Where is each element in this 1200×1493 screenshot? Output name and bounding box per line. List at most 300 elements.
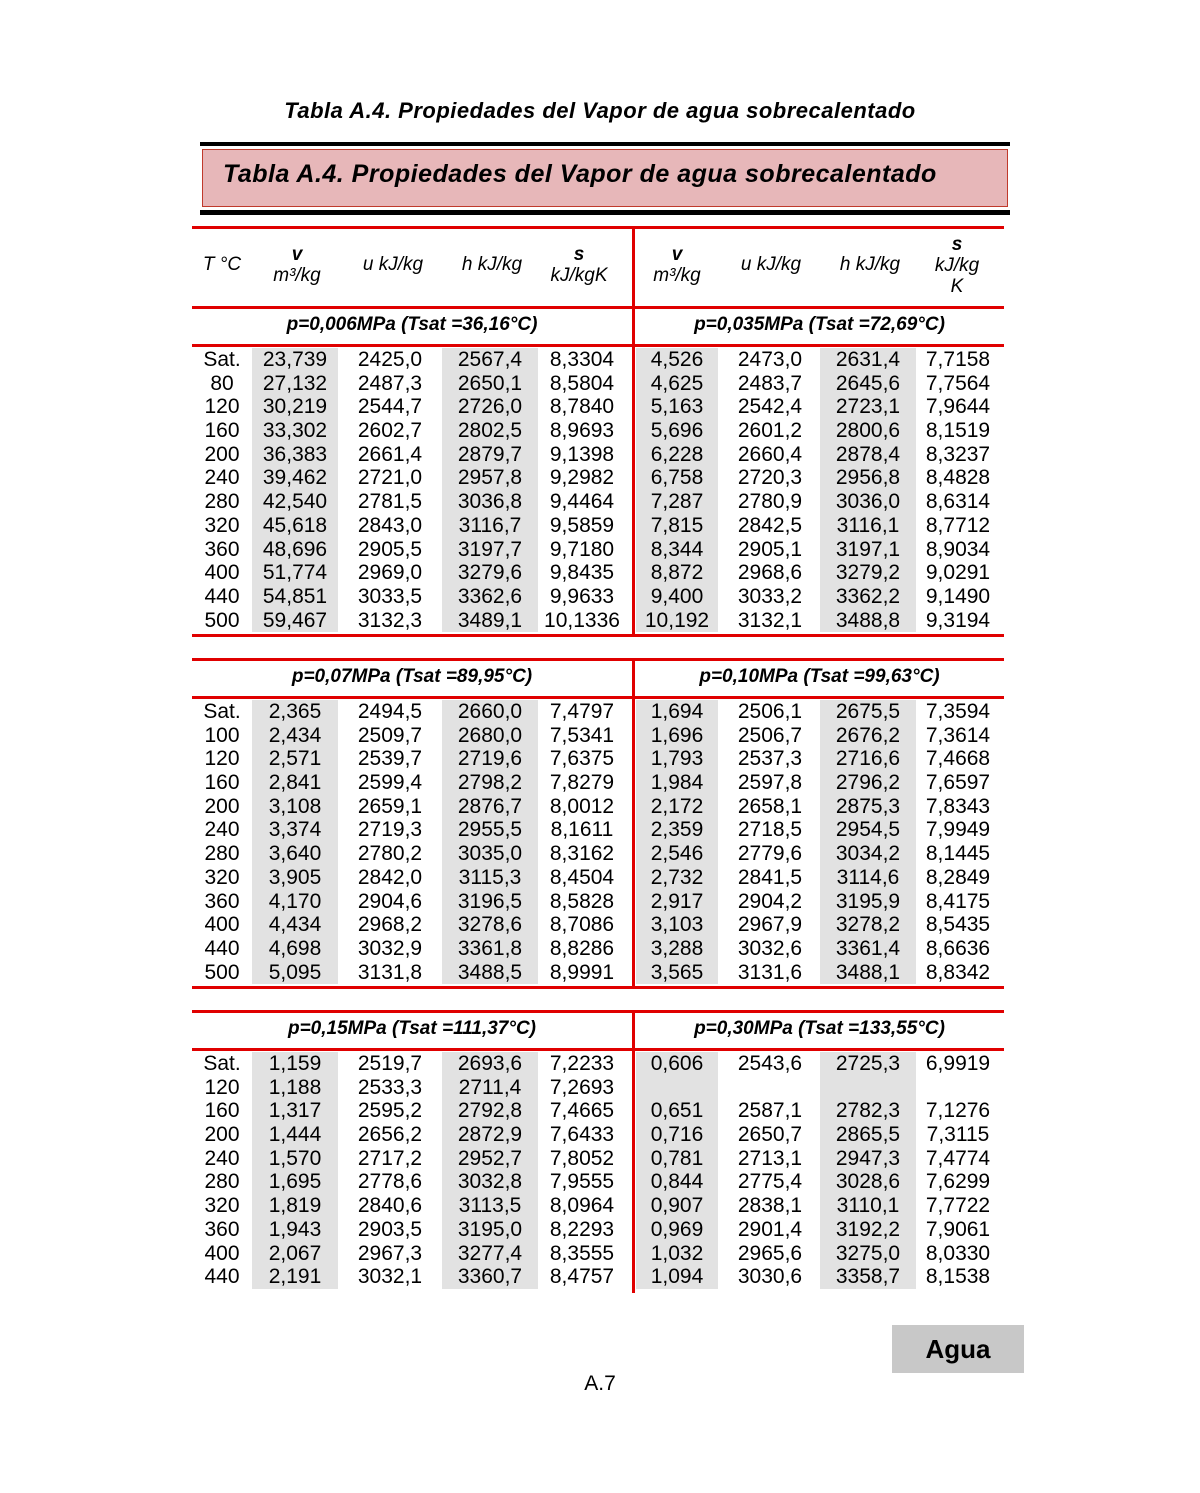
table-cell: 3275,0 — [835, 1241, 901, 1265]
table-cell: 2713,1 — [737, 1146, 803, 1170]
table-cell: 1,984 — [650, 771, 704, 795]
table-cell: 1,793 — [650, 747, 704, 771]
table-cell: 7,815 — [650, 513, 704, 537]
pressure-block-2 — [192, 658, 1004, 990]
table-cell: 2726,0 — [457, 395, 523, 419]
pressure-label-left: p=0,07MPa (Tsat =89,95°C) — [291, 666, 533, 687]
table-row — [192, 1194, 1004, 1218]
table-cell: 39,462 — [262, 466, 328, 490]
table-cell: 4,434 — [268, 913, 322, 937]
header-temperature: T °C — [202, 254, 242, 275]
table-cell: 2483,7 — [737, 371, 803, 395]
table-cell: 0,651 — [650, 1099, 704, 1123]
table-row — [192, 771, 1004, 795]
table-cell: 9,8435 — [549, 561, 615, 585]
table-cell: 3131,8 — [357, 960, 423, 984]
table-cell: 5,696 — [650, 419, 704, 443]
table-cell: 2656,2 — [357, 1123, 423, 1147]
table-cell: 2905,1 — [737, 537, 803, 561]
table-cell: 2,172 — [650, 794, 704, 818]
table-cell: 2650,7 — [737, 1123, 803, 1147]
table-cell: 2506,1 — [737, 700, 803, 723]
table-cell: 3361,8 — [457, 936, 523, 960]
table-cell: 3131,6 — [737, 960, 803, 984]
table-cell: 2875,3 — [835, 794, 901, 818]
table-cell: 2967,3 — [357, 1241, 423, 1265]
table-cell: 240 — [204, 818, 240, 842]
table-cell: 2965,6 — [737, 1241, 803, 1265]
table-cell: 2660,4 — [737, 442, 803, 466]
table-cell: 2539,7 — [357, 747, 423, 771]
table-cell: 1,032 — [650, 1241, 704, 1265]
table-cell: 3362,2 — [835, 584, 901, 608]
table-cell: 8,1445 — [925, 842, 991, 866]
pressure-label-right: p=0,035MPa (Tsat =72,69°C) — [694, 314, 945, 335]
table-cell: 8,1538 — [925, 1265, 991, 1289]
table-cell: 10,192 — [644, 608, 710, 632]
table-cell: 2533,3 — [357, 1075, 423, 1099]
table-cell: 2780,2 — [357, 842, 423, 866]
table-row — [192, 913, 1004, 937]
table-cell: 7,1276 — [925, 1099, 991, 1123]
table-cell: 7,3614 — [925, 723, 991, 747]
table-row — [192, 1242, 1004, 1266]
table-cell: 8,4757 — [549, 1265, 615, 1289]
table-cell: 2,917 — [650, 889, 704, 913]
table-cell: 3032,8 — [457, 1170, 523, 1194]
table-cell: 3034,2 — [835, 842, 901, 866]
table-cell: 2519,7 — [357, 1052, 423, 1075]
table-cell: 8,9693 — [549, 419, 615, 443]
table-cell: 3,640 — [268, 842, 322, 866]
table-cell: 3192,2 — [835, 1217, 901, 1241]
table-cell: 4,698 — [268, 936, 322, 960]
table-cell: 2778,6 — [357, 1170, 423, 1194]
table-cell: 2587,1 — [737, 1099, 803, 1123]
table-cell: 3358,7 — [835, 1265, 901, 1289]
table-cell: 360 — [204, 889, 240, 913]
table-row — [192, 818, 1004, 842]
table-cell: 160 — [204, 771, 240, 795]
header-u-right: u kJ/kg — [740, 254, 802, 275]
table-cell: 3035,0 — [457, 842, 523, 866]
table-cell: 1,943 — [268, 1217, 322, 1241]
table-cell: 3032,6 — [737, 936, 803, 960]
table-cell: 3033,2 — [737, 584, 803, 608]
block-mid-rule — [192, 1048, 1004, 1051]
table-cell: 3488,8 — [835, 608, 901, 632]
table-cell: 2876,7 — [457, 794, 523, 818]
table-row — [192, 1265, 1004, 1289]
pressure-label-right: p=0,10MPa (Tsat =99,63°C) — [699, 666, 940, 687]
table-cell: 2792,8 — [457, 1099, 523, 1123]
table-cell: 8,872 — [650, 561, 704, 585]
header-v-right: v m³/kg — [653, 244, 701, 286]
table-cell: 2802,5 — [457, 419, 523, 443]
table-cell: 2567,4 — [457, 348, 523, 371]
table-row — [192, 747, 1004, 771]
table-cell: Sat. — [203, 700, 241, 723]
table-cell: 3114,6 — [836, 865, 900, 889]
table-cell: 7,8343 — [925, 794, 991, 818]
table-row — [192, 443, 1004, 467]
table-row — [192, 842, 1004, 866]
table-cell: 7,6375 — [549, 747, 615, 771]
table-cell: 1,819 — [268, 1194, 322, 1218]
table-cell: 7,2693 — [549, 1075, 615, 1099]
table-cell: 2904,6 — [357, 889, 423, 913]
table-cell: 7,4774 — [925, 1146, 991, 1170]
table-cell: 2954,5 — [835, 818, 901, 842]
table-cell: 8,2293 — [549, 1217, 615, 1241]
table-cell: 9,400 — [650, 584, 704, 608]
table-cell: 3195,9 — [835, 889, 901, 913]
table-cell: 2650,1 — [457, 371, 523, 395]
table-row — [192, 514, 1004, 538]
table-cell: 8,9034 — [925, 537, 991, 561]
table-row — [192, 585, 1004, 609]
pressure-label-left: p=0,006MPa (Tsat =36,16°C) — [286, 314, 538, 335]
table-row — [192, 561, 1004, 585]
table-cell: 8,3304 — [549, 348, 615, 371]
table-row — [192, 372, 1004, 396]
page-title: Tabla A.4. Propiedades del Vapor de agua sobrecalentado — [284, 98, 916, 123]
table-cell: 1,695 — [268, 1170, 322, 1194]
table-row — [192, 1218, 1004, 1242]
header-top-rule — [192, 226, 1004, 229]
table-cell: 3132,3 — [357, 608, 423, 632]
table-cell: 1,696 — [650, 723, 704, 747]
table-cell: 3278,6 — [457, 913, 523, 937]
table-cell: 6,228 — [650, 442, 704, 466]
page-number: A.7 — [584, 1372, 616, 1395]
table-row — [192, 1123, 1004, 1147]
table-row — [192, 1170, 1004, 1194]
table-cell: 2865,5 — [835, 1123, 901, 1147]
table-cell: 3115,3 — [458, 865, 522, 889]
table-cell: 8,1519 — [925, 419, 991, 443]
table-cell: 23,739 — [262, 348, 328, 371]
table-cell: 3197,7 — [457, 537, 523, 561]
table-cell: 0,969 — [650, 1217, 704, 1241]
table-cell: 500 — [204, 960, 240, 984]
table-cell: 8,5804 — [549, 371, 615, 395]
table-cell: 400 — [204, 1241, 240, 1265]
table-cell: 7,5341 — [549, 723, 615, 747]
table-cell: 6,9919 — [925, 1052, 991, 1075]
pressure-label-left: p=0,15MPa (Tsat =111,37°C) — [287, 1018, 537, 1039]
table-cell: 2601,2 — [737, 419, 803, 443]
table-cell: 2494,5 — [357, 700, 423, 723]
table-cell: 2842,5 — [737, 513, 803, 537]
table-cell: 7,9061 — [925, 1217, 991, 1241]
table-cell: 240 — [204, 466, 240, 490]
table-cell: 3036,8 — [457, 490, 523, 514]
table-row — [192, 937, 1004, 961]
table-cell: 2969,0 — [357, 561, 423, 585]
table-cell: 200 — [204, 1123, 240, 1147]
table-cell: 2,732 — [650, 865, 704, 889]
table-cell: 8,344 — [650, 537, 704, 561]
table-cell: 7,7158 — [925, 348, 991, 371]
table-cell: 8,3162 — [549, 842, 615, 866]
table-cell: 3,108 — [268, 794, 322, 818]
table-cell: 2968,6 — [737, 561, 803, 585]
table-cell: 2878,4 — [835, 442, 901, 466]
table-cell: 7,6597 — [925, 771, 991, 795]
table-cell: 2901,4 — [737, 1217, 803, 1241]
table-cell: 2602,7 — [357, 419, 423, 443]
table-cell: 30,219 — [262, 395, 328, 419]
table-cell: 2711,4 — [458, 1075, 522, 1099]
table-row — [192, 1099, 1004, 1123]
table-cell: 440 — [204, 584, 240, 608]
table-cell: 2680,0 — [457, 723, 523, 747]
table-cell: 7,2233 — [549, 1052, 615, 1075]
table-cell: 8,8342 — [925, 960, 991, 984]
table-cell: 2595,2 — [357, 1099, 423, 1123]
table-cell: 7,8052 — [549, 1146, 615, 1170]
table-cell: 3277,4 — [457, 1241, 523, 1265]
table-cell: 2537,3 — [737, 747, 803, 771]
table-cell: 8,0330 — [925, 1241, 991, 1265]
table-cell: 3116,7 — [458, 513, 522, 537]
table-cell: 7,9949 — [925, 818, 991, 842]
table-cell: 3195,0 — [457, 1217, 523, 1241]
block-top-rule — [192, 658, 1004, 661]
table-cell: 2725,3 — [835, 1052, 901, 1075]
table-cell: 9,5859 — [549, 513, 615, 537]
table-cell: 3278,2 — [835, 913, 901, 937]
table-cell: 2,067 — [268, 1241, 322, 1265]
table-cell: 9,7180 — [549, 537, 615, 561]
table-cell: 2,365 — [268, 700, 322, 723]
table-cell: 3110,1 — [836, 1194, 900, 1218]
table-row — [192, 490, 1004, 514]
table-cell: 3030,6 — [737, 1265, 803, 1289]
table-cell: 320 — [204, 1194, 240, 1218]
table-cell: 42,540 — [262, 490, 328, 514]
table-cell: 2968,2 — [357, 913, 423, 937]
table-cell: 80 — [210, 371, 234, 395]
table-cell: 2675,5 — [835, 700, 901, 723]
table-cell: 1,159 — [268, 1052, 322, 1075]
header-v-left: v m³/kg — [273, 244, 321, 286]
table-cell: 200 — [204, 794, 240, 818]
column-header — [192, 226, 1004, 308]
banner-title: Tabla A.4. Propiedades del Vapor de agua sobrecalentado — [223, 160, 937, 188]
table-cell: 2779,6 — [737, 842, 803, 866]
table-cell: 3279,2 — [835, 561, 901, 585]
header-s-right: s kJ/kg K — [934, 234, 980, 297]
table-cell: 3,288 — [650, 936, 704, 960]
table-cell: 8,6314 — [925, 490, 991, 514]
table-row — [192, 419, 1004, 443]
table-cell: 4,625 — [650, 371, 704, 395]
table-cell: 3032,1 — [357, 1265, 423, 1289]
table-row — [192, 466, 1004, 490]
pressure-block-3 — [192, 1010, 1004, 1295]
table-row — [192, 609, 1004, 633]
table-cell: 7,6433 — [549, 1123, 615, 1147]
table-cell: 45,618 — [262, 513, 328, 537]
table-cell: 7,4665 — [549, 1099, 615, 1123]
table-cell: 160 — [204, 419, 240, 443]
table-cell: 7,8279 — [549, 771, 615, 795]
table-cell: 2955,5 — [457, 818, 523, 842]
table-cell: 2506,7 — [737, 723, 803, 747]
table-cell: 9,1490 — [925, 584, 991, 608]
table-cell: 2509,7 — [357, 723, 423, 747]
table-cell: 2872,9 — [457, 1123, 523, 1147]
table-cell: 3116,1 — [836, 513, 900, 537]
table-row — [192, 395, 1004, 419]
table-cell: 3197,1 — [835, 537, 901, 561]
table-cell: 7,287 — [650, 490, 704, 514]
table-cell: 2905,5 — [357, 537, 423, 561]
table-cell: 2800,6 — [835, 419, 901, 443]
table-cell: 27,132 — [262, 371, 328, 395]
table-cell: 7,9644 — [925, 395, 991, 419]
table-cell: 2781,5 — [357, 490, 423, 514]
table-cell: 2720,3 — [737, 466, 803, 490]
table-cell: 51,774 — [262, 561, 328, 585]
table-cell: 2782,3 — [835, 1099, 901, 1123]
table-cell: 3113,5 — [458, 1194, 522, 1218]
table-cell: 4,170 — [268, 889, 322, 913]
table-cell: 320 — [204, 865, 240, 889]
table-cell: 2,841 — [268, 771, 322, 795]
table-cell: 0,606 — [650, 1052, 704, 1075]
table-cell: 2631,4 — [835, 348, 901, 371]
table-cell: 8,9991 — [549, 960, 615, 984]
agua-badge: Agua — [892, 1325, 1024, 1373]
header-h-left: h kJ/kg — [461, 254, 523, 275]
table-cell: 2838,1 — [737, 1194, 803, 1218]
table-cell: 120 — [204, 1075, 240, 1099]
table-cell: 2879,7 — [457, 442, 523, 466]
table-cell: 59,467 — [262, 608, 328, 632]
table-cell: 2,571 — [268, 747, 322, 771]
table-cell: 8,3237 — [925, 442, 991, 466]
table-cell: 2904,2 — [737, 889, 803, 913]
table-cell: 440 — [204, 1265, 240, 1289]
table-cell: 2719,6 — [457, 747, 523, 771]
table-cell: 8,4828 — [925, 466, 991, 490]
table-row — [192, 724, 1004, 748]
table-cell: 2717,2 — [357, 1146, 423, 1170]
table-cell: 7,3115 — [926, 1123, 990, 1147]
table-cell: 7,4668 — [925, 747, 991, 771]
table-cell: 2425,0 — [357, 348, 423, 371]
table-cell: 7,3594 — [925, 700, 991, 723]
table-cell: 3033,5 — [357, 584, 423, 608]
table-cell: Sat. — [203, 1052, 241, 1075]
table-row — [192, 1147, 1004, 1171]
table-cell: 2718,5 — [737, 818, 803, 842]
pressure-label-right: p=0,30MPa (Tsat =133,55°C) — [694, 1018, 945, 1039]
table-cell: 2957,8 — [457, 466, 523, 490]
table-cell: 3361,4 — [835, 936, 901, 960]
table-cell: 1,094 — [650, 1265, 704, 1289]
table-cell: 6,758 — [650, 466, 704, 490]
table-cell: 9,3194 — [925, 608, 991, 632]
table-cell: 2660,0 — [457, 700, 523, 723]
header-s-left: s kJ/kgK — [550, 244, 608, 286]
table-cell: 2840,6 — [357, 1194, 423, 1218]
table-cell: 8,0012 — [549, 794, 615, 818]
pressure-block-1 — [192, 306, 1004, 638]
table-cell: 240 — [204, 1146, 240, 1170]
table-cell: 36,383 — [262, 442, 328, 466]
table-cell: 2473,0 — [737, 348, 803, 371]
table-cell: 2676,2 — [835, 723, 901, 747]
table-cell: 54,851 — [262, 584, 328, 608]
table-cell: 5,163 — [650, 395, 704, 419]
table-cell: 9,0291 — [925, 561, 991, 585]
table-cell: 8,1611 — [550, 818, 614, 842]
table-row — [192, 795, 1004, 819]
table-cell: 33,302 — [262, 419, 328, 443]
table-cell: 2661,4 — [357, 442, 423, 466]
table-row — [192, 348, 1004, 372]
table-cell: 3,905 — [268, 865, 322, 889]
table-cell: 2719,3 — [357, 818, 423, 842]
table-cell: 3489,1 — [457, 608, 523, 632]
table-cell: 320 — [204, 513, 240, 537]
table-cell: 2716,6 — [835, 747, 901, 771]
table-cell: 2723,1 — [835, 395, 901, 419]
table-cell: 5,095 — [268, 960, 322, 984]
table-cell: 120 — [204, 395, 240, 419]
table-cell: 9,1398 — [549, 442, 615, 466]
table-cell: 280 — [204, 842, 240, 866]
table-cell: 3362,6 — [457, 584, 523, 608]
table-cell: 8,3555 — [549, 1241, 615, 1265]
table-row — [192, 538, 1004, 562]
table-cell: 8,8286 — [549, 936, 615, 960]
table-row — [192, 1052, 1004, 1076]
table-cell: 1,570 — [268, 1146, 322, 1170]
table-cell: 2952,7 — [457, 1146, 523, 1170]
table-cell: 3,103 — [650, 913, 704, 937]
table-cell: 2,359 — [650, 818, 704, 842]
table-row — [192, 866, 1004, 890]
table-cell: 2,546 — [650, 842, 704, 866]
table-rows — [192, 348, 1004, 632]
block-top-rule — [192, 306, 1004, 309]
table-cell: 200 — [204, 442, 240, 466]
table-row — [192, 890, 1004, 914]
table-cell: 2775,4 — [737, 1170, 803, 1194]
table-cell: 120 — [204, 747, 240, 771]
table-cell: 2903,5 — [357, 1217, 423, 1241]
table-cell: 280 — [204, 490, 240, 514]
table-cell: 2956,8 — [835, 466, 901, 490]
table-cell: 2693,6 — [457, 1052, 523, 1075]
table-cell: 2597,8 — [737, 771, 803, 795]
block-mid-rule — [192, 344, 1004, 347]
table-cell: 8,4175 — [925, 889, 991, 913]
table-cell: 2798,2 — [457, 771, 523, 795]
table-cell: 7,7564 — [925, 371, 991, 395]
table-cell: 500 — [204, 608, 240, 632]
table-cell: 8,5828 — [549, 889, 615, 913]
table-cell: 3,374 — [268, 818, 322, 842]
table-cell: 8,6636 — [925, 936, 991, 960]
table-cell: 2780,9 — [737, 490, 803, 514]
block-mid-rule — [192, 696, 1004, 699]
